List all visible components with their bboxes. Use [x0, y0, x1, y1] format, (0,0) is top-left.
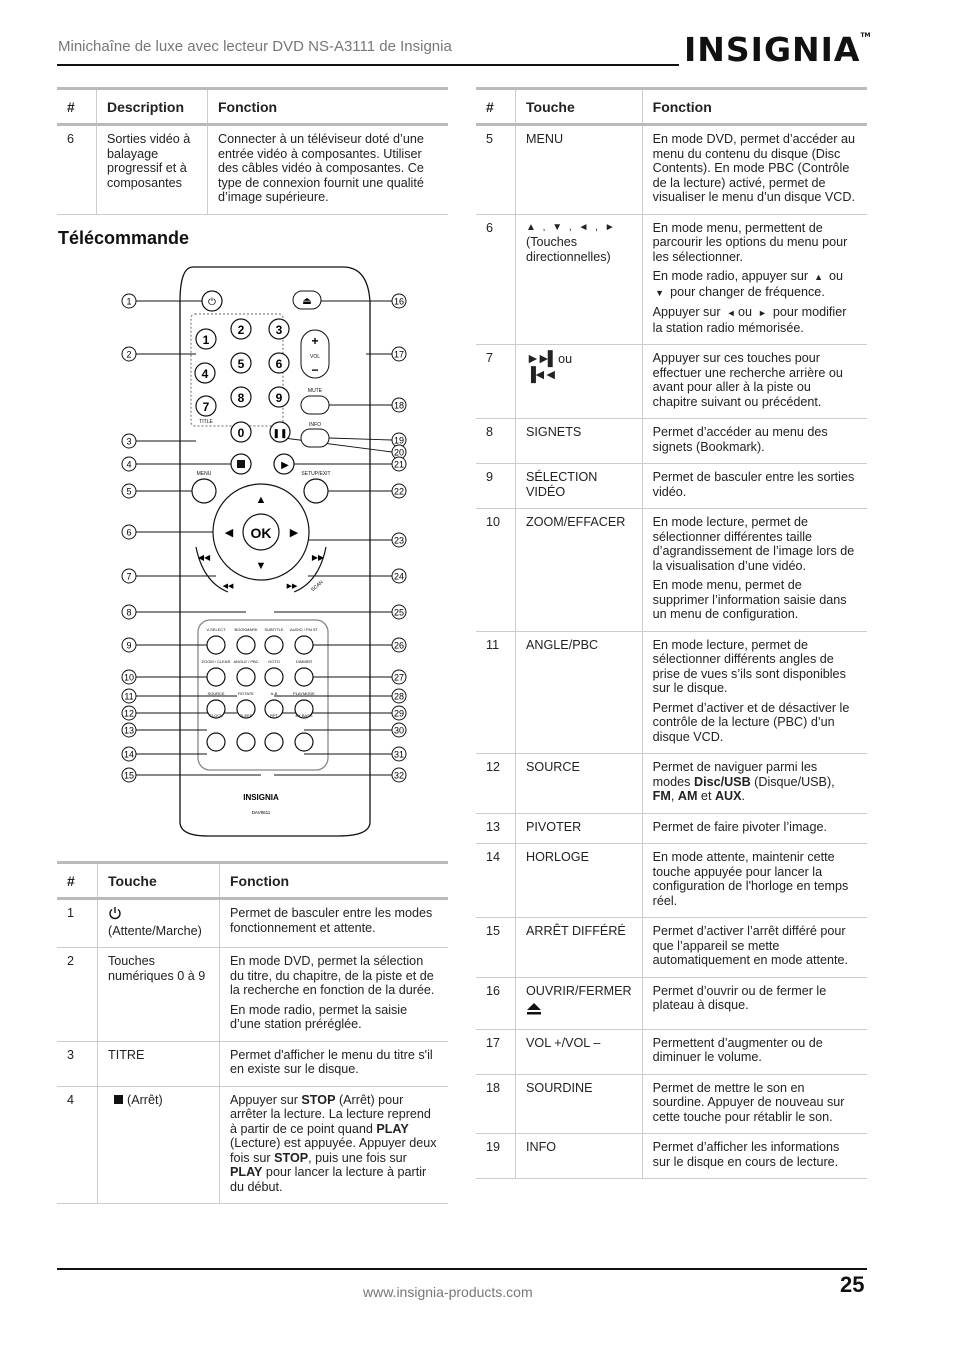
function-label: ZOOM / CLEAR: [201, 659, 231, 664]
row-key: MENU: [516, 125, 643, 215]
row-key: Touches numériques 0 à 9: [98, 948, 220, 1042]
right-arrow-icon: ►: [755, 308, 770, 318]
table-row: [476, 1074, 867, 1134]
function-button: [295, 733, 313, 751]
callout-number: 31: [393, 749, 405, 760]
function-label: A-B: [270, 691, 278, 696]
row-key: VOL +/VOL –: [516, 1029, 643, 1074]
table-row: [476, 509, 867, 632]
function-button: [295, 636, 313, 654]
footer-url[interactable]: www.insignia-products.com: [363, 1284, 533, 1300]
function-button: [265, 668, 283, 686]
mute-label: MUTE: [307, 388, 323, 394]
next-track-icon: ▶▶: [311, 553, 325, 562]
table-row: [476, 844, 867, 918]
row-key: [516, 977, 643, 1029]
table-row: [476, 214, 867, 345]
row-key: PIVOTER: [516, 813, 643, 844]
table-row: [476, 345, 867, 419]
callout-number: 2: [126, 349, 132, 360]
row-func: Permet de mettre le son en sourdine. Appuyer de nouveau sur cette touche pour rétablir le son.: [642, 1074, 867, 1134]
key-label: OUVRIR/FERMER: [526, 983, 632, 998]
row-func: Appuyer sur ces touches pour effectuer une recherche arrière ou avant pour aller à la piste ou chapitre suivant ou précédent.: [642, 345, 867, 419]
row-num: 11: [476, 631, 516, 754]
left-arrow-icon: ◄: [724, 308, 738, 318]
row-key: SIGNETS: [516, 419, 643, 464]
row-func: Permet d’afficher les informations sur le disque en cours de lecture.: [642, 1134, 867, 1179]
digit-label: 8: [237, 391, 245, 405]
row-func: Permet d’activer l’arrêt différé pour que l’appareil se mette automatiquement en mode attente.: [642, 918, 867, 978]
function-label: SUBTITLE: [264, 627, 284, 632]
callout-number: 21: [393, 459, 405, 470]
col-key: Touche: [516, 89, 643, 125]
digit-label: 7: [202, 400, 210, 414]
digit-label: 5: [237, 357, 245, 371]
callout-number: 14: [123, 749, 135, 760]
col-key: Touche: [98, 863, 220, 899]
callout-number: 8: [126, 607, 132, 618]
row-num: 14: [476, 844, 516, 918]
forward-icon: ▶▶: [286, 583, 298, 590]
row-num: 6: [57, 125, 97, 215]
row-func: Permet d’accéder au menu des signets (Bookmark).: [642, 419, 867, 464]
keys-table-right: [476, 87, 867, 1179]
brand-logo: INSIGNIA: [243, 793, 279, 802]
next-track-icon: ►►▌: [526, 350, 555, 366]
eject-icon: [526, 1002, 542, 1016]
remote-control-illustration: [108, 262, 418, 842]
row-func: Permettent d’augmenter ou de diminuer le volume.: [642, 1029, 867, 1074]
table-row: [476, 125, 867, 215]
up-arrow-icon: ▲: [255, 494, 267, 506]
callout-number: 11: [124, 691, 134, 702]
callout-number: 32: [393, 770, 405, 781]
remote-buttons: [192, 291, 331, 815]
title-label: TITLE: [199, 419, 213, 425]
left-arrow-icon: ◀: [224, 527, 234, 539]
row-func: Permet de faire pivoter l’image.: [642, 813, 867, 844]
row-num: 2: [57, 948, 98, 1042]
prev-track-icon: ▐◄◄: [526, 365, 555, 382]
page-number: 25: [840, 1272, 865, 1297]
callout-number: 9: [126, 640, 132, 651]
callout-number: 15: [123, 770, 135, 781]
function-button: [207, 733, 225, 751]
digit-label: 9: [275, 391, 283, 405]
scan-label: SCAN: [310, 579, 325, 594]
vol-plus-icon: +: [311, 334, 319, 348]
eject-icon: ⏏: [302, 296, 312, 307]
row-key: SÉLECTION VIDÉO: [516, 464, 643, 509]
row-num: 18: [476, 1074, 516, 1134]
table-row: [476, 419, 867, 464]
power-icon: [108, 906, 122, 920]
callout-number: 4: [126, 459, 132, 470]
function-label: CLOCK: [209, 713, 223, 718]
stop-icon: [237, 460, 245, 468]
model-label: DAV8611: [251, 810, 271, 815]
function-label: DIMMER: [295, 659, 313, 664]
function-button: [295, 668, 313, 686]
table-row: [476, 464, 867, 509]
table-row: [476, 631, 867, 754]
pause-icon: ❚❚: [272, 428, 288, 438]
callout-number: 22: [393, 486, 405, 497]
keys-table-left: [57, 861, 448, 1204]
row-func: Appuyer sur STOP (Arrêt) pour arrêter la lecture. La lecture reprend à partir de ce point quand PLAY (Lecture) est appuyée. Appuyer deux fois sur STOP, puis une fois sur PLAY pour lancer la lecture à partir du début.: [220, 1086, 449, 1204]
callout-number: 28: [393, 691, 405, 702]
col-function: Fonction: [208, 89, 449, 125]
row-num: 19: [476, 1134, 516, 1179]
function-button: [207, 636, 225, 654]
row-func: Connecter à un téléviseur doté d’une entrée vidéo à composantes. Utiliser des câbles vidéo à composantes. Ce type de connexion fournit une qualité d’image supérieure.: [208, 125, 449, 215]
setup-label: SETUP/EXIT: [301, 471, 331, 477]
callout-number: 6: [126, 527, 132, 538]
function-button: [265, 636, 283, 654]
function-label: EX BASS: [295, 713, 313, 718]
callout-number: 10: [123, 672, 135, 683]
function-label: V-SELECT: [206, 627, 226, 632]
row-func: En mode lecture, permet de sélectionner différents angles de prise de vues s’ils sont disponibles sur le disque. Permet d’activer et de désactiver le contrôle de la lecture (PBC) d’un disque VCD.: [642, 631, 867, 754]
row-key: [516, 214, 643, 345]
right-arrow-icon: ▶: [289, 527, 299, 539]
function-label: SLEEP: [239, 713, 253, 718]
down-arrow-icon: ▼: [652, 287, 667, 298]
row-num: 17: [476, 1029, 516, 1074]
row-num: 3: [57, 1041, 98, 1086]
component-outputs-table: [57, 87, 448, 215]
callout-number: 20: [393, 447, 405, 458]
col-function: Fonction: [642, 89, 867, 125]
col-num: #: [57, 89, 97, 125]
up-arrow-icon: ▲: [811, 272, 826, 282]
table-row: [57, 948, 448, 1042]
header-rule: [57, 64, 679, 66]
digit-label: 6: [275, 357, 283, 371]
row-key: ANGLE/PBC: [516, 631, 643, 754]
row-num: 12: [476, 754, 516, 814]
table-row: [57, 1086, 448, 1204]
row-num: 5: [476, 125, 516, 215]
row-func: Permet de naviguer parmi les modes Disc/USB (Disque/USB), FM, AM et AUX.: [642, 754, 867, 814]
row-num: 9: [476, 464, 516, 509]
row-num: 8: [476, 419, 516, 464]
setup-button: [304, 479, 328, 503]
insignia-logo: INSIGNIA™: [684, 30, 871, 69]
function-label: GOTO: [268, 659, 280, 664]
col-function: Fonction: [220, 863, 449, 899]
row-num: 6: [476, 214, 516, 345]
row-key: [516, 345, 643, 419]
key-label: (Attente/Marche): [108, 923, 202, 938]
row-func: Permet d'afficher le menu du titre s'il en existe sur le disque.: [220, 1041, 449, 1086]
row-func: Permet d’ouvrir ou de fermer le plateau à disque.: [642, 977, 867, 1029]
callout-line: [329, 438, 392, 440]
callout-number: 30: [393, 725, 405, 736]
down-arrow-icon: ▼: [255, 560, 267, 572]
function-label: ANGLE / PBC: [233, 659, 259, 664]
function-label: ROTATE: [238, 691, 254, 696]
callout-number: 17: [393, 349, 405, 360]
callout-number: 23: [393, 535, 405, 546]
callout-number: 7: [126, 571, 132, 582]
table-row: [476, 1029, 867, 1074]
table-row: [476, 918, 867, 978]
row-num: 4: [57, 1086, 98, 1204]
row-num: 16: [476, 977, 516, 1029]
ok-label: OK: [250, 525, 272, 541]
row-key: SOURCE: [516, 754, 643, 814]
row-num: 10: [476, 509, 516, 632]
function-button: [237, 733, 255, 751]
key-label: ou: [558, 352, 573, 366]
vol-label: VOL: [309, 354, 321, 360]
table-row: [476, 813, 867, 844]
row-key: HORLOGE: [516, 844, 643, 918]
callout-number: 16: [393, 296, 405, 307]
row-num: 15: [476, 918, 516, 978]
row-func: En mode attente, maintenir cette touche appuyée pour lancer la configuration de l'horloge en temps réel.: [642, 844, 867, 918]
function-label: SOURCE: [207, 691, 225, 696]
rewind-icon: ◀◀: [222, 583, 234, 590]
table-row: [476, 754, 867, 814]
row-key: ZOOM/EFFACER: [516, 509, 643, 632]
digit-label: 1: [202, 333, 210, 347]
play-icon: ▶: [281, 460, 289, 471]
function-label: AUDIO / FM ST: [290, 627, 318, 632]
digit-label: 2: [237, 323, 245, 337]
section-title: Télécommande: [58, 228, 190, 248]
callout-number: 29: [393, 708, 405, 719]
row-func: En mode DVD, permet la sélection du titre, du chapitre, de la piste et de la recherche en fonction de la durée. En mode radio, permet la saisie d’une station préréglée.: [220, 948, 449, 1042]
vol-minus-icon: −: [311, 363, 319, 377]
row-key: ARRÊT DIFFÉRÉ: [516, 918, 643, 978]
row-key: [98, 899, 220, 948]
power-icon: ⏻: [208, 297, 216, 308]
table-row: [57, 1041, 448, 1086]
callout-number: 24: [393, 571, 405, 582]
callout-number: 27: [393, 672, 405, 683]
callout-number: 3: [126, 436, 132, 447]
menu-label: MENU: [196, 471, 212, 477]
footer-rule: [57, 1268, 867, 1270]
callout-line: [284, 438, 392, 452]
function-label: RPT: [270, 713, 278, 718]
row-key: SOURDINE: [516, 1074, 643, 1134]
callout-number: 12: [123, 708, 135, 719]
function-button: [265, 733, 283, 751]
row-func: Permet de basculer entre les sorties vidéo.: [642, 464, 867, 509]
digit-label: 3: [275, 323, 283, 337]
row-key: [98, 1086, 220, 1204]
key-label: (Arrêt): [127, 1092, 163, 1107]
menu-button: [192, 479, 216, 503]
table-row: [476, 1134, 867, 1179]
row-func: En mode lecture, permet de sélectionner différentes taille d’agrandissement de l’image lors de la visualisation d’une vidéo. En mode menu, permet de supprimer l’information saisie dans un menu de configuration.: [642, 509, 867, 632]
callout-number: 1: [126, 296, 132, 307]
callout-number: 19: [393, 435, 405, 446]
mute-button: [301, 396, 329, 414]
col-description: Description: [97, 89, 208, 125]
info-button: [301, 429, 329, 447]
prev-track-icon: ◀◀: [197, 553, 211, 562]
col-num: #: [476, 89, 516, 125]
row-key: INFO: [516, 1134, 643, 1179]
row-key: TITRE: [98, 1041, 220, 1086]
callout-number: 5: [126, 486, 132, 497]
function-label: PLAYMODE: [293, 691, 315, 696]
row-num: 13: [476, 813, 516, 844]
function-button: [237, 636, 255, 654]
function-button: [207, 668, 225, 686]
row-func: En mode menu, permettent de parcourir les options du menu pour les sélectionner. En mode radio, appuyer sur ▲ ou ▼ pour changer de fréquence. Appuyer sur ◄ ou ► pour modifier la station radio mémorisée.: [642, 214, 867, 345]
arrow-keys-icon: ▲ , ▼ , ◄ , ►: [526, 221, 617, 233]
table-row: [476, 977, 867, 1029]
row-num: 1: [57, 899, 98, 948]
digit-label: 0: [237, 426, 245, 440]
row-num: 7: [476, 345, 516, 419]
table-row: [57, 125, 448, 215]
table-row: [57, 899, 448, 948]
col-num: #: [57, 863, 98, 899]
row-desc: Sorties vidéo à balayage progressif et à composantes: [97, 125, 208, 215]
callout-number: 18: [393, 400, 405, 411]
function-label: BOOKMARK: [234, 627, 258, 632]
digit-label: 4: [201, 367, 209, 381]
row-func: En mode DVD, permet d’accéder au menu du contenu du disque (Disc Contents). En mode PBC (Contrôle de la lecture) activé, permet de visualiser le menu d’un disque VCD.: [642, 125, 867, 215]
row-func: Permet de basculer entre les modes fonctionnement et attente.: [220, 899, 449, 948]
callout-number: 26: [393, 640, 405, 651]
header-title: Minichaîne de luxe avec lecteur DVD NS-A3111 de Insignia: [58, 38, 452, 55]
key-label: (Touches directionnelles): [526, 235, 611, 264]
info-label: INFO: [309, 422, 321, 428]
function-button: [237, 668, 255, 686]
callout-number: 25: [393, 607, 405, 618]
callout-number: 13: [123, 725, 135, 736]
stop-icon: [114, 1095, 123, 1104]
